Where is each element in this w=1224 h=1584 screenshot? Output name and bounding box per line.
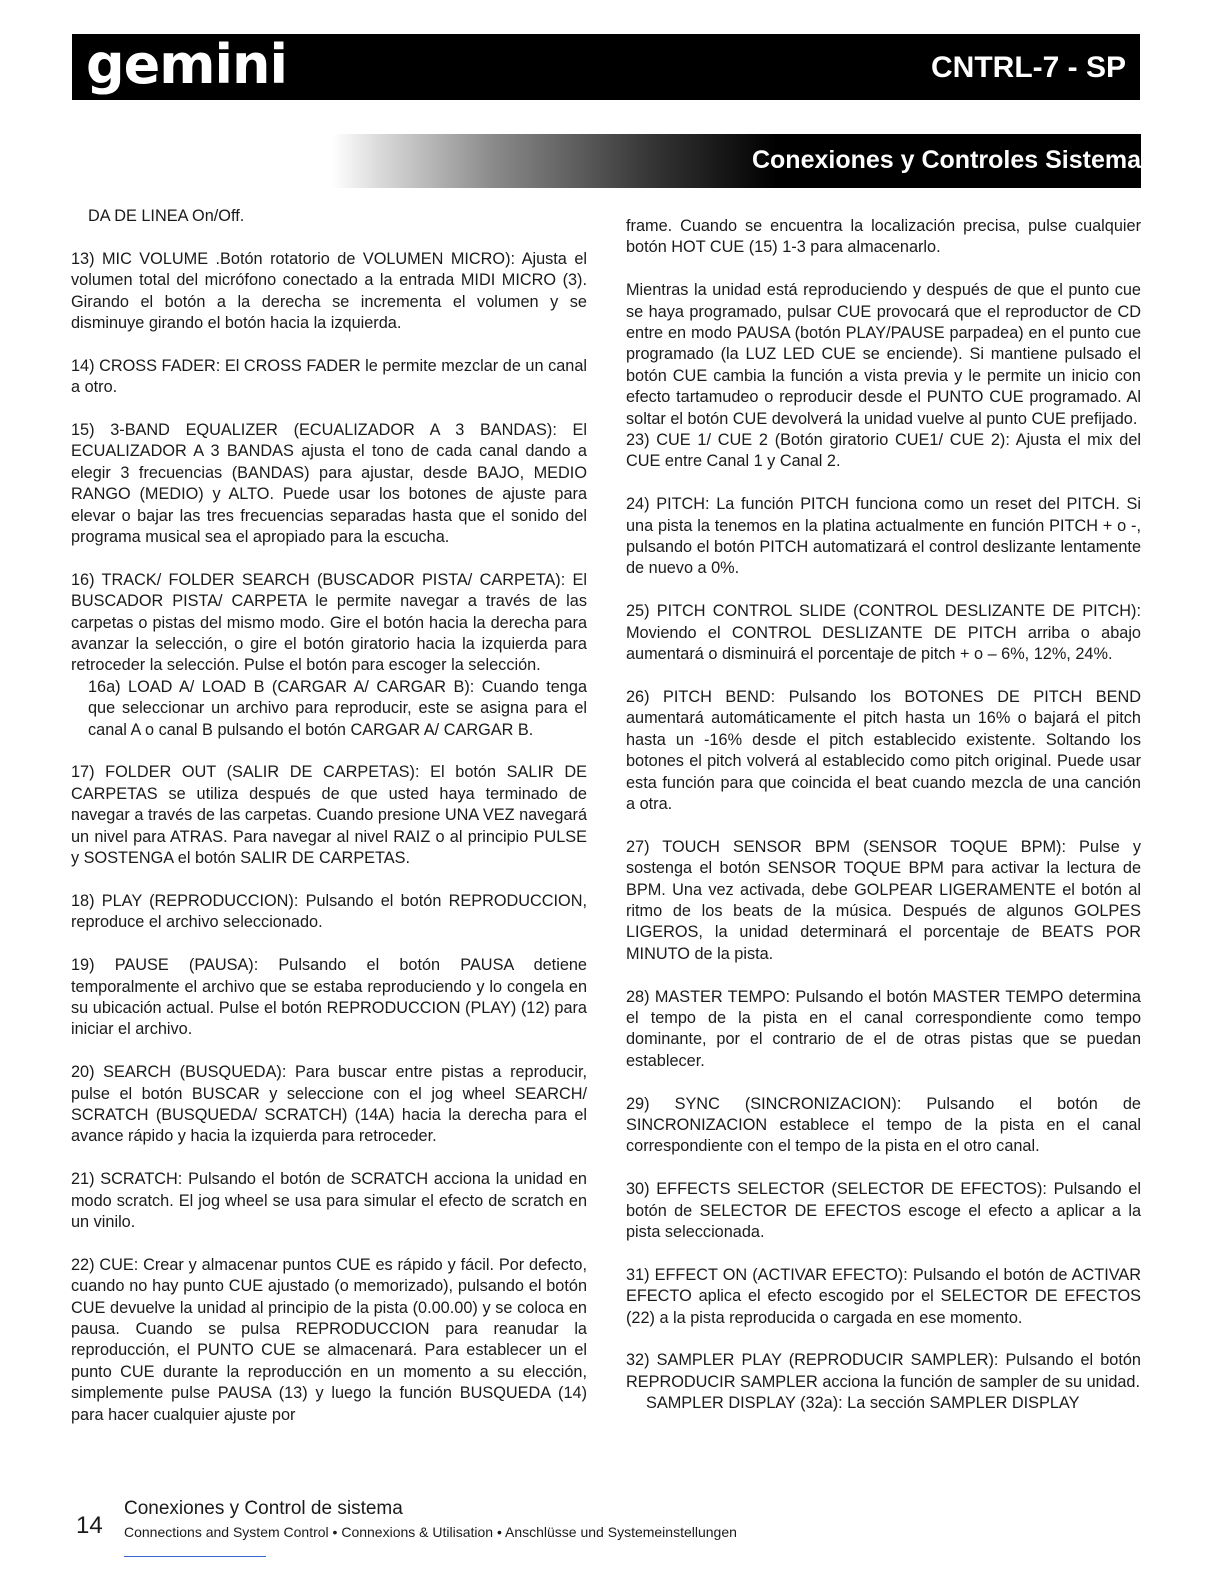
paragraph: SAMPLER DISPLAY (32a): La sección SAMPLER DISPLAY: [646, 1394, 1080, 1413]
paragraph: 17) FOLDER OUT (SALIR DE CARPETAS): El botón SALIR DE CARPETAS se utiliza después de que usted haya terminado de navegar a través de las carpetas. Cuando presione UNA VEZ navegará un nivel para ATRAS. Para navegar al nivel RAIZ o al principio PULSE y SOSTENGA el botón SALIR DE CARPETAS.: [71, 763, 587, 868]
paragraph: 32) SAMPLER PLAY (REPRODUCIR SAMPLER): Pulsando el botón REPRODUCIR SAMPLER acciona la función de sampler de su unidad.: [626, 1351, 1141, 1391]
paragraph: 15) 3-BAND EQUALIZER (ECUALIZADOR A 3 BANDAS): El ECUALIZADOR A 3 BANDAS ajusta el tono de cada canal dando a elegir 3 frecuencias (BANDAS) para ajustar, desde BAJO, MEDIO RANGO (MEDIO) y ALTO. Puede usar los botones de ajuste para elevar o bajar las tres frecuencias separadas hasta que el sonido del programa musical sea el apropiado para la escucha.: [71, 421, 587, 547]
footer-title: Conexiones y Control de sistema: [124, 1498, 403, 1519]
paragraph: 18) PLAY (REPRODUCCION): Pulsando el botón REPRODUCCION, reproduce el archivo seleccionado.: [71, 891, 587, 932]
footer-subtitle: Connections and System Control • Connexions & Utilisation • Anschlüsse und Systemeinstellungen: [124, 1524, 737, 1540]
paragraph: 13) MIC VOLUME .Botón rotatorio de VOLUMEN MICRO): Ajusta el volumen total del micrófono conectado a la entrada MIDI MICRO (3). Girando el botón a la derecha se incrementa el volumen y se disminuye girando el botón hacia la izquierda.: [71, 249, 587, 333]
paragraph: DA DE LINEA On/Off.: [88, 207, 245, 225]
paragraph: Mientras la unidad está reproduciendo y después de que el punto cue se haya programado, pulsar CUE provocará que el reproductor de CD entre en modo PAUSA (botón PLAY/PAUSE parpadea) en el punto cue programado (la LUZ LED CUE se enciende). Si mantiene pulsado el botón CUE cambia la función a vista previa y le permite un inicio con efecto tartamudeo o reproducir desde el PUNTO CUE programado. Al soltar el botón CUE devolverá la unidad vuelve al punto CUE prefijado.: [626, 281, 1141, 428]
page-header: [72, 34, 1140, 100]
section-title: Conexiones y Controles Sistema: [751, 146, 1141, 174]
page-footer: [76, 1498, 976, 1546]
paragraph: 30) EFFECTS SELECTOR (SELECTOR DE EFECTOS): Pulsando el botón de SELECTOR DE EFECTOS escoge el efecto a aplicar a la pista seleccionada.: [626, 1180, 1141, 1241]
paragraph: 14) CROSS FADER: El CROSS FADER le permite mezclar de un canal a otro.: [71, 356, 587, 397]
right-column: [626, 216, 1141, 1415]
paragraph: 19) PAUSE (PAUSA): Pulsando el botón PAUSA detiene temporalmente el archivo que se estaba reproduciendo y lo congela en su ubicación actual. Pulse el botón REPRODUCCION (PLAY) (12) para iniciar el archivo.: [71, 956, 587, 1039]
paragraph: frame. Cuando se encuentra la localización precisa, pulse cualquier botón HOT CUE (15) 1-3 para almacenarlo.: [626, 217, 1141, 257]
gemini-logo: gemini: [86, 33, 288, 96]
section-banner: [332, 134, 1141, 188]
paragraph: 16) TRACK/ FOLDER SEARCH (BUSCADOR PISTA/ CARPETA): El BUSCADOR PISTA/ CARPETA le permite navegar a través de las carpetas o pistas del mismo modo. Gire el botón hacia la derecha para avanzar la selección, o gire el botón giratorio hacia la izquierda para retroceder la selección. Pulse el botón para escoger la selección.: [71, 570, 587, 675]
paragraph: 24) PITCH: La función PITCH funciona como un reset del PITCH. Si una pista la tenemos en la platina actualmente en función PITCH + o -, pulsando el botón PITCH automatizará el control deslizante lentamente de nuevo a 0%.: [626, 495, 1141, 578]
model-title: CNTRL-7 - SP: [931, 51, 1126, 84]
paragraph: 23) CUE 1/ CUE 2 (Botón giratorio CUE1/ CUE 2): Ajusta el mix del CUE entre Canal 1 y Canal 2.: [626, 431, 1141, 471]
paragraph: 21) SCRATCH: Pulsando el botón de SCRATCH acciona la unidad en modo scratch. El jog wheel se usa para simular el efecto de scratch en un vinilo.: [71, 1170, 587, 1231]
paragraph: 26) PITCH BEND: Pulsando los BOTONES DE PITCH BEND aumentará automáticamente el pitch hasta un 16% o bajará el pitch hasta un -16% desde el pitch establecido existente. Soltando los botones el pitch volverá al establecido como pitch original. Puede usar esta función para que coincida el beat cuando mezcla de una canción a otra.: [626, 687, 1141, 813]
paragraph: 29) SYNC (SINCRONIZACION): Pulsando el botón de SINCRONIZACION establece el tempo de la pista en el canal correspondiente con el tempo de la pista en el otro canal.: [626, 1094, 1141, 1156]
paragraph: 31) EFFECT ON (ACTIVAR EFECTO): Pulsando el botón de ACTIVAR EFECTO aplica el efecto escogido por el SELECTOR DE EFECTOS (22) a la pista reproducida o cargada en ese momento.: [626, 1265, 1141, 1327]
paragraph: 27) TOUCH SENSOR BPM (SENSOR TOQUE BPM): Pulse y sostenga el botón SENSOR TOQUE BPM para activar la lectura de BPM. Una vez activada, debe GOLPEAR LIGERAMENTE el botón al ritmo de los beats de la música. Después de algunos GOLPES LIGEROS, la unidad determinará el porcentaje de BEATS POR MINUTO de la pista.: [626, 837, 1141, 963]
page-number: 14: [76, 1512, 103, 1539]
paragraph: 28) MASTER TEMPO: Pulsando el botón MASTER TEMPO determina el tempo de la pista en el canal correspondiente como tempo dominante, por el contrario de el de otras pistas que se puedan establecer.: [626, 987, 1141, 1070]
paragraph: 16a) LOAD A/ LOAD B (CARGAR A/ CARGAR B): Cuando tenga que seleccionar un archivo para reproducir, este se asigna para el canal A o canal B pulsando el botón CARGAR A/ CARGAR B.: [88, 677, 587, 739]
paragraph: 22) CUE: Crear y almacenar puntos CUE es rápido y fácil. Por defecto, cuando no hay punto CUE ajustado (o memorizado), pulsando el botón CUE devuelve la unidad al principio de la pista (0.00.00) y se coloca en pausa. Cuando se pulsa REPRODUCCION para reanudar la reproducción, el PUNTO CUE se almacenará. Para establecer un el punto CUE durante la reproducción en un momento a su elección, simplemente pulse PAUSA (13) y luego la función BUSQUEDA (14) para hacer cualquier ajuste por: [71, 1255, 587, 1424]
paragraph: 25) PITCH CONTROL SLIDE (CONTROL DESLIZANTE DE PITCH): Moviendo el CONTROL DESLIZANTE DE PITCH arriba o abajo aumentará o disminuirá el porcentaje de pitch + o – 6%, 12%, 24%.: [626, 602, 1141, 664]
left-column: [71, 206, 587, 1426]
paragraph: 20) SEARCH (BUSQUEDA): Para buscar entre pistas a reproducir, pulse el botón BUSCAR y seleccione con el jog wheel SEARCH/ SCRATCH (BUSQUEDA/ SCRATCH) (14A) hacia la derecha para el avance rápido y hacia la izquierda para retroceder.: [71, 1063, 587, 1146]
footer-rule: [124, 1556, 266, 1557]
